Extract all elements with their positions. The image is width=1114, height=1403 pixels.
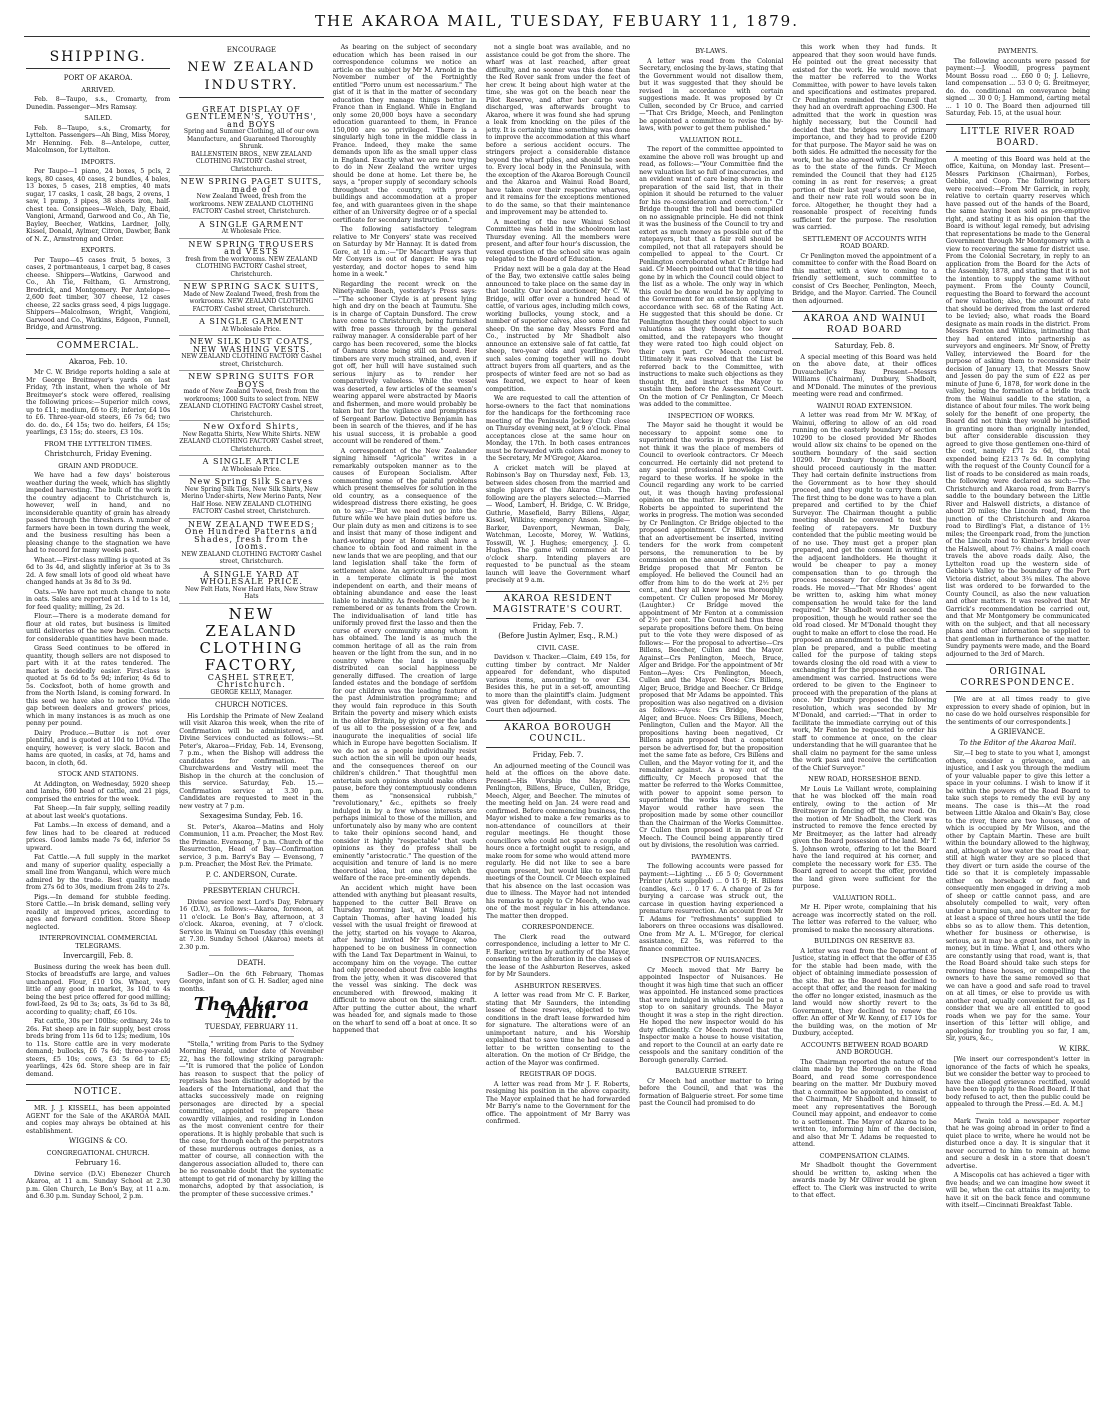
correspondence-text: The Clerk read the outward correspondence, including a letter to Mr C. F. Barker, written by authority of the Mayor, consenting to the alteration in the clauses of the lease of the Ashburton Reserves, asked for by Mr Saunders. — [485, 933, 631, 978]
settlement-text: Cr Penlington moved the appointment of a committee to confer with the Road Board on this matter, with a view to coming to a friendly settlement, such committee to consist of Crs Beecher, Penlington, Meech, Bridge, and the Mayor. Carried. The Council then adjourned. — [792, 252, 937, 305]
clothing-ad — [179, 219, 323, 239]
commercial-text: Mr C. W. Bridge reports holding a sale at Mr George Breitmeyer's yards on last Friday, 7th instant, when the whole of Mr Breitmeyer's stock were offered, realising the following prices:—Superior milch cows, up to £11; medium, £6 to £8; inferior, £4 10s to £6. Three-year-old steers, £6 7s 6d; two do. do. do., £4 15s; two do. heifers, £4 15s; yearlings, £3 15s; do. steers, £3 10s. — [26, 369, 171, 436]
column-7 — [946, 44, 1090, 1394]
lyttelton-times-date: Christchurch, Friday Evening. — [44, 450, 152, 458]
clothing-ad — [179, 569, 323, 604]
church-notices-heading: CHURCH NOTICES. — [214, 701, 288, 709]
telegrams-date: Invercargill, Feb. 8. — [63, 952, 134, 960]
horseshoe-text: Mr Louis Le Vaillant wrote, complaining that he was blocked off the main road entirely, owing to the action of Mr Breitmeyer in fencing off the new road. On the motion of Mr Shadbolt, the Clerk was instructed to remove the fence erected by Mr Breitmeyer, as the latter had already given the Board possession of the land. Mr T. S. Johnson wrote, offering to let the Board have the land required at his corner, and complete the necessary work for £35. The Board agreed to accept the offer, provided the land given were sufficient for the purpose. — [792, 785, 937, 890]
imports-heading: IMPORTS. — [80, 157, 116, 166]
registrar-text: A letter was read from Mr J. F. Roberts, resigning his position in the above capacity. The Mayor explained that he had forwarded Mr Barry's name to the Government for the office. The appointment of Mr Barry was confirmed. — [485, 1080, 631, 1125]
little-river-heading: LITTLE RIVER ROAD BOARD. — [946, 124, 1090, 152]
clothing-ad — [179, 316, 323, 336]
payments-heading: PAYMENTS. — [691, 852, 732, 861]
fat-lambs-text: Fat Lambs.—In excess of demand, and a few lines had to be cleared at reduced prices. Good lambs made 7s 6d, inferior 5s upward. — [26, 822, 171, 852]
settlement-heading: SETTLEMENT OF ACCOUNTS WITH ROAD BOARD. — [802, 234, 927, 250]
nuisances-heading: INSPECTOR OF NUISANCES. — [661, 956, 762, 964]
ad-title: New Oxford Shirts, — [203, 422, 300, 431]
port-heading: PORT OF AKAROA. — [63, 74, 133, 82]
presbyterian-text: Divine service next Lord's Day, February 16 (D.V.), as follows:—Akaroa, forenoon, at 11 o'clock. Le Bon's Bay, afternoon, at 3 o'clock. Akaroa, evening, at 7 o'clock. Service in Wainui on Tuesday (this evening) at 7.30. Sunday School (Akaroa) meets at 2.30 p.m. — [179, 898, 324, 951]
nuisances-text: Cr Meech moved that Mr Barry be appointed Inspector of Nuisances. He thought it was high time that such an officer was appointed. He instanced some practices that were indulged in which should be put a stop to on sanitary grounds. The Mayor thought it was a step in the right direction. He hoped the new inspector would do his duty efficiently. Cr Meech moved that the Inspector make a house to house visitation, and report to the Council at an early date re cesspools and the sanitary condition of the Borough generally. Carried. — [639, 966, 784, 1064]
ashburton-heading: ASHBURTON RESERVES. — [514, 981, 602, 990]
arrived-heading: ARRIVED. — [81, 85, 115, 94]
little-river-text: A meeting of this Board was held at the office, Kaituna, on Monday last. Present—Messrs Parkinson (Chairman), Forbes, Gebbie, and Coop. The following letters were received:—From Mr Garrick, in reply, relative to certain quarry reserves which have passed out of the hands of the Board, the same having been sold as pre-emptive right, and stating it as his opinion that the Board is without legal remedy, but advising that representations be made to the General Government through Mr Montgomery with a view to recovering the same for district use. From the Colonial Secretary, in reply to an application from the Board for the Acts of the Assembly, 1878, and stating that it is not the intention to supply the same without payment. From the County Council, requesting the Board to forward the account of new valuation; also, the amount of rate that should be derived from the last ordered to be levied; also, what roads the Board designate as main roads in the district. From Messrs Fenton and Wilkins, intimating that they had entered into partnership as surveyors and engineers. Mr Snow, of Pretty Valley, interviewed the Board for the purpose of asking them to reconsider their decision of January 13, that Messrs Snow and Jessen do pay the sum of £22 as per minute of June 6, 1878, for work done in the valley, being the formation of a bridle track from the Wainui saddle to the station, a distance of about four miles. The work being solely for the benefit of one property, the Board did not think they would be justified in granting more than originally intended, but after considerable discussion they agreed to give those gentlemen one-third of the cost, namely £71 2s 6d, the total expended being £213 7s 6d. In complying with the request of the County Council for a list of roads to be considered as main roads, the following were declared as such:—The Christchurch and Akaroa road, from Barry's saddle to the boundary between the Little River and Halswell districts, a distance of about 20 miles; the Lincoln road, from the junction of the Christchurch and Akaroa road to Birdling's Flat, a distance of 1½ miles; the Greenpark road, from the junction of the Lincoln road to Kimber's bridge over the Halswell, about 7½ chains. A mail coach travels the above roads daily. Also, the Lyttelton road up the western side of Gebbie's Valley to the boundary of the Port Victoria district, about 3¼ miles. The above list was ordered to be forwarded to the County Council, as also the new valuation and other matters. It was resolved that Mr Garrick's recommendation be carried out, and that Mr Montgomery be communicated with on the subject, and that all necessary plans and other information be supplied to that gentleman in furtherance of the matter. Sundry payments were made, and the Board adjourned to the 3rd of March. — [945, 155, 1090, 658]
payments-text: The following accounts were passed for payment:—Lighting ... £6 5 0; Government Printer (Acts supplied) ... 0 15 0; H. Billens (candles, &c) ... 0 17 6. A charge of 2s for burying a carcase was struck out, the carcase in question having experienced a premature resurrection. An account from Mr T. Adams for "refreshments" supplied to laborers on three occasions was disallowed. One from Mr A. L. M'Gregor, for clerical assistance, £2 5s, was referred to the finance committee. — [639, 863, 784, 953]
civil-case-heading: CIVIL CASE. — [536, 643, 580, 652]
ballenstein-line: BALLENSTEIN BROS., NEW ZEALAND CLOTHING FACTORY Cashel street, Christchurch. — [191, 150, 312, 173]
commercial-date: Akaroa, Feb. 10. — [68, 357, 128, 366]
fat-sheep-text: Fat Sheep.—In fair supply, selling readily at about last week's quotations. — [26, 805, 171, 820]
display-ad-title: GREAT DISPLAY OF GENTLEMEN'S, YOUTHS', and BOYS — [185, 104, 318, 129]
ad-body: NEW ZEALAND CLOTHING FACTORY Cashel street, Christchurch. — [181, 550, 322, 565]
accident-paragraph: An accident which might have been attended with anything but pleasant results, happened to the cutter Bell Brave on Thursday morning last, at Wainui Jetty. Captain Thomas, after having loaded his vessel with the usual freight or firewood at the jetty, started on his voyage to Akaroa, after having invited Mr M'Gregor, who happened to be on business in connection with the Land Tax Department in Wainui, to accompany him on the voyage. The cutter had only proceeded about five cable lengths from the jetty, when it was discovered that the vessel was sinking. The deck was encumbered with firewood, making it difficult to move about on the sinking craft. After putting the cutter about, the wharf was headed for, and signals made to those on the wharf to send off a boat at once. It so happened that — [332, 884, 477, 1034]
ad-title: A SINGLE YARD AT WHOLESALE PRICE. — [199, 569, 303, 586]
imports-text: Per Taupo—1 piano, 24 boxes, 5 pcls, 2 kegs, 80 cases, 40 cases, 2 bundles, 4 bales, 13 boxes, 5 cases, 218 empties, 40 mats sugar, 17 casks, 1 cask, 28 bags, 2 ovens, 1 saw, 1 pump, 3 pipes, 38 sheets iron, half-chest tea. Consignees—Welch, Daly, Ebaid, Vangioni, Armand, Garwood and Co., Ah Tie, Bayley, Beecher, Watkins, Lardner, Jolly, Kissel, Donald, Aylmer, Citron, Dawber, Bank of N. Z., Armstrong and Order. — [26, 168, 171, 243]
compensation-text: Mr Shadbolt thought the Government should be written to, asking when the awards made by Mr Olliver would be given effect to. The Clerk was instructed to write to that effect. — [792, 1162, 937, 1199]
ad-body: At Wholesale Price. — [221, 325, 282, 333]
valuation-roll-text: Mr H. Piper wrote, complaining that his acreage was incorrectly stated on the roll. The letter was referred to the valuer, who promised to make the necessary alterations. — [792, 904, 937, 934]
original-correspondence-heading: ORIGINAL CORRESPONDENCE. — [946, 664, 1090, 692]
industry-heading: NEW ZEALAND INDUSTRY. — [179, 59, 323, 98]
fat-cattle-2-text: Fat cattle, 30s per 100lbs; ordinary, 24s to 26s. Fat sheep are in fair supply, best cross breds bring from 11s 6d to 12s; medium, 10s to 11s. Store cattle are in very moderate demand; bullocks, £6 7s 6d; three-year-old steers, £5 10s; cows, £3 5s 6d to £5; yearlings, 42s 6d. Store sheep are in fair demand. — [26, 1018, 171, 1078]
twain-paragraph: Mark Twain told a newspaper reporter that he was going abroad in order to find a quiet place to write, where he would not be disturbed once a day. It is singular that it never occurred to him to remain at home and secure a desk in a store that doesn't advertise. — [945, 1117, 1090, 1170]
display-ad-body: Spring and Summer Clothing, all of our own Manufacture, and Guaranteed Thoroughly Shrunk. — [183, 128, 319, 150]
commercial-heading: COMMERCIAL. — [26, 338, 170, 355]
divider — [209, 955, 293, 956]
valuation-text: The report of the committee appointed to examine the above roll was brought up and read, as follows:—"Your Committee find the new valuation list so full of inaccuracies, and an evident want of care being shown in the preparation of the said list, that in their opinion it should be returned to the valuer for his re-consideration and correction." Cr Bridge thought the roll had been compiled on no assignable principle. He did not think it was the business of the Council to try and extort as much money as possible out of the ratepayers, but that a fair roll should be compiled, not that all ratepayers should be compelled to appeal to the Court. Cr Penlington corroborated what Cr Bridge had said. Cr Meech pointed out that the time had gone by in which the Council could object to the list as a whole. The only way in which this could be done would be by applying to the Government for an extension of time in accordance with sec. 68 of the Rating Act. He suggested that this should be done. Cr Penlington thought they could object to such valuations as they thought too low or omitted, and the ratepayers who thought they were rated too high could object on their own part. Cr Meech concurred. Ultimately it was resolved that the List be referred back to the Committee, with instructions to make such objections as they thought fit, and instruct the Mayor to sustain them before the Assessment Court. On the motion of Cr Penlington, Cr Meech was added to the committee. — [639, 146, 784, 408]
borough-accounts-heading: ACCOUNTS BETWEEN ROAD BOARD AND BOROUGH. — [801, 1040, 929, 1056]
display-ad — [179, 104, 323, 177]
column-2 — [179, 44, 323, 1394]
divider — [209, 1036, 293, 1037]
column-3 — [333, 44, 477, 1394]
clothing-ad — [179, 371, 323, 421]
grievance-addressee: To the Editor of the Akaroa Mail. — [959, 738, 1077, 747]
editor-note: [We insert our correspondent's letter in ignorance of the facts of which he speaks, but we consider the better way to proceed to have the alleged grievance rectified, would have been to apply to the Road Board. If that body refused to act, then the public could be appealed to through the Press.—Ed. A. M.] — [945, 1056, 1090, 1108]
congregational-text: Divine service (D.V.) Ebenezer Church Akaroa, at 11 a.m. Sunday School at 2.30 p.m. Glen Church, Le Bon's Bay, at 11 a.m. and 6.30 p.m. Sunday School, 2 p.m. — [26, 1170, 171, 1200]
factory-ad — [179, 604, 323, 700]
ad-title: NEW ZEALAND TWEEDS; One Hundred Patterns and Shades, fresh from the looms. — [184, 519, 319, 551]
ad-title: NEW SPRING SACK SUITS, — [183, 282, 320, 291]
column-6 — [792, 44, 936, 1394]
akaroa-mail-logo: The Akaroa Mail. — [193, 994, 310, 1023]
congregational-heading: CONGREGATIONAL CHURCH. — [46, 1148, 150, 1157]
church-notices-text: His Lordship the Primate of New Zealand will visit Akaroa this week, when the rite of Confirmation will be administered, and Divine Services conducted as follows:—St. Peter's, Akaroa—Friday, Feb. 14, Evensong, 7 p.m., when the Bishop will address the candidates for confirmation. The Churchwardens and Vestry will meet the Bishop in the church at the conclusion of this service. Saturday, Feb. 15.—Confirmation service at 3.30 p.m. Candidates are requested to meet in the new vestry at 7 p.m. — [179, 712, 324, 810]
wreck-paragraph: Regarding the recent wreck on the Ninety-mile Beach, yesterday's Press says: —"The schooner Clyde is at present lying high and dry on the beach at Taumutu. She is in charge of Captain Dunsford. The crew have come to Christchurch, being furnished with free passes through by the general railway manager. A considerable part of her cargo has been recovered, some the blocks of Oamaru stone being still on board. Her timbers are very much strained, and, even if got off, her hull will have sustained such serious injury as to render her comparatively valueless. While the vessel was deserted, a few articles of the seamen's wearing apparel were abstracted by Maoris and fishermen, and more would probably be taken but for the vigilance and promptness of Sergeant Barlow. Detective Benjamin has been in search of the thieves, and if he has his usual success, it is probable a good account will be rendered of them." — [332, 280, 477, 445]
ad-title: A SINGLE ARTICLE — [202, 457, 301, 466]
clothing-ad — [179, 176, 323, 219]
clothing-ad — [179, 476, 323, 519]
column-4 — [486, 44, 630, 1394]
grain-heading: GRAIN AND PRODUCE. — [58, 461, 139, 470]
payments-2-heading: PAYMENTS. — [997, 47, 1038, 55]
school-paragraph: A meeting of the new Wainui School Committee was held in the schoolroom last Thursday evening. All the members were present, and after four hour's discussion, the vexed question of the school site was again relegated to the Board of Education. — [485, 218, 631, 263]
wainui-heading: WAINUI ROAD EXTENSION. — [816, 401, 913, 410]
ad-title: A SINGLE GARMENT — [199, 219, 304, 229]
payments-2-text: The following accounts were passed for payment:—J. Woodill, progress payment Mount Bossu road ... £60 0 0; J. Lelievre, land compensation ... 53 0 0; G. Breitmeyer, do. do. conditional on conveyance being signed ... 30 0 0; J. Hammond, carting metal ... 1 10 0. The Board then adjourned till Saturday, Feb. 15, at the usual hour. — [945, 57, 1090, 117]
sexagesima-text: St. Peter's, Akaroa—Matins and Holy Communion, 11 a.m. Preacher, the Most Rev. the Primate. Evensong, 7 p.m. Church of the Resurrection, Head of Bay—Confirmation service, 3 p.m. Barry's Bay — Evensong, 7 p.m. Preacher, the Most Rev. the Primate. — [179, 823, 324, 868]
exports-heading: EXPORTS. — [80, 246, 116, 254]
ad-body: NEW ZEALAND CLOTHING FACTORY Cashel street, Christchurch. — [181, 353, 322, 368]
death-heading: DEATH. — [237, 959, 266, 967]
presbyterian-heading: PRESBYTERIAN CHURCH. — [202, 887, 300, 895]
valuation-heading: VALUATION ROLL. — [679, 135, 743, 144]
telegrams-heading: INTERPROVINCIAL COMMERCIAL TELEGRAMS. — [39, 934, 158, 950]
balguerie-text: Cr Meech had another matter to bring before the Council, and that was the formation of Balguerie street. For some time past the Council had promised to do — [639, 1077, 784, 1107]
ad-title: NEW SPRING SUITS FOR BOYS — [188, 372, 315, 389]
grievance-signature: W. KIRK. — [1058, 1044, 1090, 1053]
clothing-ad — [179, 239, 323, 282]
exports-text: Per Taupo—45 cases fruit, 5 boxes, 3 cases, 2 portmanteaus, 1 carpet bag, 8 cases cheese. Shippers—Watkins, Garwood and Co., Ah Tie, Feltham, G. Armstrong, Brodrick, and Montgomery. Per Antelope—2,600 feet timber, 307 cheese, 12 cases cheese, 22 sacks grass seed, 4 pigs luggage. Shippers—Malcolmson, Wright, Vangioni, Garwood and Co., Watkins, Edgeon, Funnell, Bridge, and Armstrong. — [26, 256, 171, 331]
divider — [209, 883, 293, 884]
inspection-heading: INSPECTION OF WORKS. — [667, 411, 755, 420]
clothing-ad — [179, 281, 323, 316]
grievance-text: Sir,—I beg to state to you what I, amongst others, consider a grievance, and an injustice, and I ask you through the medium of your valuable paper to give this letter a space in your columns. I wish to know if it be within the powers of the Road Board to take such steps to remedy the evil by any means. The case is this—At the road between Little Akaloa and Okain's Bay, close to the river, there are two houses, one of which is occupied by Mr Wilson, and the other by Captain Martin. These are built within the boundary allowed to the highway, and, although at low water the road is clear, still at high water they are so placed that they divert or turn aside the course of the tide so that it is completely impassable either on horseback or foot, and consequently men engaged in driving a mob of sheep or cattle cannot pass, and are absolutely compelled to wait, very often under a burning sun, and no shelter near, for at least a space of three hours until the tide ebbs so as to allow them. This detention, whether for business or otherwise, is serious, as it may be a great loss, not only in money, but in time. What I, and others who are constantly using that road, want is, that the Road Board should take such steps for removing these houses, or compelling the owners to have the same removed so that we can have a good and safe road to travel on at all times, or else to provide us with another road, equally convenient for all, as I consider that we are all entitled to good roads when we pay for the same. Your insertion of this letter will oblige, and apologising for troubling you so far, I am, Sir, yours, &c., — [945, 750, 1090, 1042]
fat-cattle-text: Fat Cattle.—A full supply in the market and many of superior quality, especially a small line from Wanganui, which were much admired by the trade. Best quality made from 27s 6d to 30s, medium from 24s to 27s. — [26, 854, 171, 891]
borough-council-date: Friday, Feb. 7. — [532, 751, 584, 759]
court-heading: AKAROA RESIDENT MAGISTRATE'S COURT. — [486, 591, 630, 619]
notice-text: MR. J. J. KISSELL, has been appointed AGENT for the Sale of the AKAROA MAIL and copies may always be obtained at his establishment. — [26, 1105, 171, 1135]
sailed-text: Feb. 8—Taupo, s.s., Cromarty, for Lyttelton. Passengers—Ah Bing, Miss Morey, Mr Henning. Feb. 8—Antelope, cutter, Malcolmson, for Lyttelton. — [26, 124, 171, 154]
curate-signature: P. C. ANDERSON, Curate. — [205, 870, 298, 879]
factory-manager: GEORGE KELLY, Manager. — [210, 688, 293, 696]
telegrams-text: Business during the week has been dull. Stocks of breadstuffs are large, and values unchanged. Flour, £10 10s. Wheat, very little of any good in market, 3s 10d to 4s being the best price offered for good milling; fowl-feed, 2s 9d to 3s; oats, 3s 6d to 3s 8d, according to quality; chaff, £6 10s. — [26, 963, 171, 1016]
ad-title: A SINGLE GARMENT — [199, 317, 304, 326]
registrar-heading: REGISTRAR OF DOGS. — [519, 1070, 597, 1078]
ad-body: Made of New Zealand Tweed, fresh from the workrooms. NEW ZEALAND CLOTHING FACTORY Cashel street, Christchurch. — [183, 290, 320, 313]
column-5 — [639, 44, 783, 1394]
miscopolis-paragraph: A Miscopolis cat has achieved a tiger with five heads; and we can imagine how sweet it will be, when the cat attains its majority, to have it sit on the back fence and commune with itself.—Cincinnati Breakfast Table. — [945, 1172, 1090, 1209]
ad-title: New Spring Silk Scarves — [189, 477, 314, 486]
ad-body: made of New Zealand Tweed, fresh from the workrooms; 1000 Suits to select from. NEW ZEALAND CLOTHING FACTORY Cashel street, Christchurch. — [179, 388, 324, 418]
bylaws-text: A letter was read from the Colonial Secretary, enclosing the by-laws, stating that the Government would not disallow them, but it was suggested that they should be revised in accordance with certain suggestions made. It was proposed by Cr Cullen, seconded by Cr Bruce, and carried—"That Crs Bridge, Meech, and Penlington be appointed a committee to revise the by-laws, with power to get them published." — [639, 57, 784, 132]
inspection-text: The Mayor said he thought it would be necessary to appoint some one to superintend the works in progress. He did not think it was the place of members of Council to overlook contractors. Cr Meech concurred. He certainly did not pretend to any special professional knowledge with regard to these works. If he spoke in the Council regarding any work to be carried out, it was though having professional opinion on the matter. He moved that Mr Roberts be appointed to superintend the works in progress. The motion was seconded by Cr Penlington. Cr Bridge objected to the proposed appointment. Cr Billens moved that an advertisement be inserted, inviting tenders for the work from competent persons, the remuneration to be by commission on the amount of contracts. Cr Bridge proposed that Mr Fenton be employed. He believed the Council had an offer from him to do the work at 2½ per cent., and they all knew he was thoroughly competent. Cr Cullen proposed Mr Morey. (Laughter.) Cr Bridge moved the appointment of Mr Fenton at a commission of 2½ per cent. The Council had thus three separate propositions before them. On being put to the vote they were disposed of as follows:— For the proposal to advertise—Crs Billens, Beecher, Cullen and the Mayor. Against—Crs Penlington, Meech, Bruce, Alger and Bridge. For the appointment of Mr Fenton—Ayes: Crs Penlington, Meech, Cullen and the Mayor. Noes: Crs Billens, Alger, Bruce, Bridge and Beecher. Cr Bridge proposed that Mr Adams be appointed. This proposition was also negatived on a division as follows:—Ayes: Crs Bridge, Beecher, Alger, and Bruce. Noes: Crs Billens, Meech, Penlington, Cullen and the Mayor. All the propositions having been negatived, Cr Billens again proposed that a competent person be advertised for, but the proposition met the same fate as before, Crs Billens and Cullen, and the Mayor voting for it, and the remainder against. As a way out of the difficulty, Cr Meech proposed that the matter be referred to the Works Committee, with power to appoint some person to superintend the works in progress. The Mayor would rather have seen the proposition made by some other councillor than the Chairman of the Works Committee. Cr Cullen then proposed it in place of Cr Meech. The Council being apparently tired out by divisions, the resolution was carried. — [639, 422, 784, 849]
road-board-heading: AKAROA AND WAINUI ROAD BOARD — [792, 311, 936, 339]
wharf-paragraph: not a single boat was available, and no assistance could be got from the shore. The wharf was at last reached, after great difficulty, and no sooner was this done than the Red Rover sank from under the feet of her crew. It being about high water at the time, she was got on the beach near the Pilot Reserve, and after her cargo was discharged, was afterwards brought to Akaroa, where it was found she had sprung a leak from knocking on the piles of the jetty. It is certainly time something was done to improve the accommodation at this wharf before a serious accident occurs. The stringers project a considerable distance beyond the wharf piles, and should be seen to. Every local body in the Peninsula, with the exception of the Akaroa Borough Council and the Akaroa and Wainui Road Board, have taken over their respective wharves, and it remains for the exceptions mentioned to do the same, so that their maintenance and improvement may be attended to. — [485, 44, 631, 216]
horseshoe-heading: NEW ROAD, HORSESHOE BEND. — [808, 775, 921, 783]
sailed-heading: SAILED. — [84, 114, 113, 122]
ad-body: fresh from the workrooms. NEW ZEALAND CLOTHING FACTORY Cashel street, Christchurch. — [185, 255, 318, 278]
stella-paragraph: "Stella," writing from Paris to the Sydney Morning Herald, under date of November 22, has the following striking paragraph:—"It is rumored that the police of London has reason to suspect that the policy of reprisals has been distinctly adopted by the leaders of the International, and that the attacks successively made on reigning personages are directed by a special committee, appointed to prepare these cowardly villainies, and residing in London as the most convenient centre for their operations. It is highly probable that such is the case, for though each of the perpetrators of these murderous outrages denies, as a matter of course, all connection with the dangerous association alluded to, there can be no reasonable doubt that the systematic attempt to get rid of monarchy by killing the monarchs, adopted by that association, is the prompter of these successive crimes." — [179, 1040, 324, 1198]
court-magistrate: (Before Justin Aylmer, Esq., R.M.) — [498, 632, 618, 640]
clothing-ad — [179, 519, 323, 569]
grievance-heading: A GRIEVANCE. — [990, 728, 1046, 736]
notice-signature: WIGGINS & CO. — [68, 1137, 128, 1145]
road-board-date: Saturday, Feb. 8. — [834, 342, 895, 350]
divider — [976, 1113, 1060, 1114]
sexagesima-heading: Sexagesima Sunday, Feb. 16. — [199, 812, 303, 820]
wheat-text: Wheat.—First-class milling is quoted at 3s 6d to 3s 4d, and slightly inferior at 3s to 3s 2d. A few small lots of good old wheat have changed hands at 3s 8d to 3s 9d. — [26, 556, 171, 586]
balguerie-continued: this work when they had funds. It appeared that they soon would have funds. He pointed out the great necessity that existed for the work. He would move that the matter be referred to the Works Committee, with power to have levels taken and specifications and estimates prepared. Cr Penlington reminded the Council that they had an overdraft approaching £300. He admitted that the work in question was highly necessary, but the Council had decided that the bridges were of primary importance, and they had to provide £200 for that purpose. The Mayor said he was on both sides. He admitted the necessity for the work, but he also agreed with Cr Penlington as to the state of the funds. Cr Meech reminded the Council that they had £125 coming in as rent for reserves; a great portion of their last year's rates were due, and their new rate roll would soon be in force. Altogether, he thought they had a reasonable prospect of receiving funds sufficient for the purpose. The resolution was carried. — [792, 44, 937, 231]
buildings-text: A letter was read from the Department of Justice, stating in effect that the offer of £35 for the stable had been made, with the object of obtaining immediate possession of the site. But as the Board had declined to accept that offer, and the reason for making the offer no longer existed, inasmuch as the land would now shortly revert to the Government, they declined to renew the offer. An offer of Mr W. Kenny, of £17 10s for the building was, on the motion of Mr Duxbury, accepted. — [792, 947, 937, 1037]
cricket-paragraph: A cricket match will be played at Robinson's Bay on Thursday next, Feb. 13, between sides chosen from the married and single players of the Akaroa Club. The following are the players selected:—Married — Wood, Lambert, H. Bridge, C. W. Bridge, Guthrie, Masefield, Barry Billens, Algar, Kissel, Wilkins; emergency Anson. Single—Barker, Davenport, Newman, Daly, Watchman, Lecoste, Morey, W. Watkins, Tosswill, W. J. Hughes; emergency, J. G. Hughes. The game will commence at 10 o'clock sharp. Intending players are requested to be punctual as the steam launch will leave the Government wharf precisely at 9 a.m. — [485, 464, 631, 584]
stock-text: At Addington, on Wednesday, 5920 sheep and lambs, 690 head of cattle, and 21 pigs, comprised the entries for the week. — [26, 780, 171, 803]
buildings-heading: BUILDINGS ON RESERVE 83. — [814, 937, 915, 945]
factory-name: NEW ZEALAND CLOTHING FACTORY, — [199, 604, 304, 674]
clothing-ad — [179, 421, 323, 456]
oats-text: Oats.—We have not much change to note in oats. Sales are reported at 1s 1d to 1s 1d, for feed quality; milling, 2s 2d. — [26, 588, 171, 611]
race-paragraph: We are requested to call the attention of horse-owners to the fact that nominations for the handicaps for the forthcoming race meeting of the Peninsula Jockey Club close on Thursday evening next, at 9 o'clock. Final acceptances close at the same hour on Monday, the 17th. In both cases entrances must be forwarded with colors and money to the Secretary, Mr M'Gregor, Akaroa. — [485, 395, 631, 462]
factory-address: CASHEL STREET, Christchurch. — [207, 672, 296, 689]
ashburton-text: A letter was read from Mr C. F. Barker, stating that Mr Saunders, the intending lessee of these reserves, objected to two conditions in the draft lease forwarded him for signature. The alterations were of an unimportant nature, and his Worship explained that to save time he had caused a letter to be written consenting to the alteration. On the motion of Cr Bridge, the action of the Mayor was confirmed. — [485, 992, 631, 1067]
ad-body: New Zealand Tweed, fresh from the workrooms. NEW ZEALAND CLOTHING FACTORY Cashel street, Christchurch. — [189, 193, 314, 215]
court-date: Friday, Feb. 7. — [532, 621, 584, 630]
death-text: Sadler—On the 6th February, Thomas George, infant son of G. H. Sadler, aged nine months. — [179, 970, 324, 993]
cattle-sale-paragraph: Friday next will be a gala day at the Head of the Bay, two extensive cattle sales being announced to take place on the same day in that locality. Our local auctioneer, Mr C. W. Bridge, will offer over a hundred head of cattle, of various ages, including milch cows, working bullocks, young stock, and a number of superior calves, also some fine fat sheep. On the same day Messrs Ford and Co., instructed by Mr Shadbolt also announce an extensive sale of fat cattle, fat sheep, two-year olds and yearlings. Two such sales coming together will no doubt attract buyers from all quarters, and as the prospects of winter feed are not so bad as was feared, we expect to hear of keen competition. — [485, 265, 631, 393]
ad-title: NEW SPRING PAGET SUITS, made of — [180, 177, 323, 194]
ad-body: New Spring Silk Ties, New Silk Shirts, New Merino Under-shirts, New Merino Pants, New Half Hose. NEW ZEALAND CLOTHING FACTORY Cashel street, Christchurch. — [181, 485, 322, 515]
compensation-heading: COMPENSATION CLAIMS. — [819, 1151, 910, 1160]
pigs-text: Pigs.—In demand for stubble feeding. Store Cattle.—In brisk demand, selling very readily at improved prices, according to ages and forward condition. Store Sheep neglected. — [26, 893, 171, 931]
road-board-text: A special meeting of this Board was held on the above date, at their offices Duvauchelle's Bay. Present—Messrs Williams (Chairman), Duxbury, Shadbolt, and M'Donald. The minutes of the previous meeting were read and confirmed. — [792, 353, 937, 398]
ad-body: At Wholesale Price. — [221, 228, 282, 235]
shipping-heading: SHIPPING. — [26, 48, 170, 69]
flour-text: Flour.—There is a moderate demand for flour at old rates, but business is limited until deliveries of the new begin. Contracts for considerable quantities have been made. — [26, 613, 171, 643]
lyttelton-times-heading: FROM THE LYTTELTON TIMES. — [44, 439, 153, 448]
stock-heading: STOCK AND STATIONS. — [57, 770, 139, 778]
correspondence-heading: CORRESPONDENCE. — [521, 923, 595, 931]
congregational-date: February 16. — [75, 1159, 122, 1167]
clothing-ad — [179, 456, 323, 476]
grain-text: We have had a few days' boisterous weather during the week, which has slightly impeded harvesting. The bulk of the work in the country adjacent to Christchurch is, however, well in hand, and no inconsiderable quantity of grain has already passed through the threshers. A number of farmers have been in town during the week, and the business resulting has been a pleasing change to the stagnation we have had to record for many weeks past. — [26, 472, 171, 554]
column-1 — [26, 44, 170, 1394]
original-correspondence-note: [We are at all times ready to give expression to every shade of opinion, but in no case do we hold ourselves responsible for the sentiments of our correspondents.] — [945, 696, 1090, 726]
masthead: THE AKAROA MAIL, TUESDAY, FEBUARY 11, 1879. — [315, 12, 799, 30]
page-columns — [26, 44, 1090, 1394]
editorial-date: TUESDAY, FEBRUARY 11. — [204, 1023, 299, 1031]
ad-body: New Regatta Shirts, New White Shirts. NEW ZEALAND CLOTHING FACTORY Cashel street, Christchurch. — [179, 430, 324, 453]
bylaws-heading: BY-LAWS. — [695, 47, 728, 55]
wainui-text: A letter was read from Mr W. M'Kay, of Wainui, offering to allow of an old road running on the easterly boundary of section 10290 to be closed provided Mr Rhodes would allow six chains to be opened on the southern boundary of the said section 10290. Mr Duxbury thought the Board should proceed cautiously in the matter. They had certain definite instructions from the Government as to how they should proceed, and they ought to carry them out. The first thing to be done was to have a plan prepared and certified to by the Chief Surveyor. The Chairman thought a public meeting should be convened to test the feeling of ratepayers. Mr Duxbury contended that the public meeting would be of no use. They must get a proper plan prepared, and get the consent in writing of the adjacent landholders. He thought it would be cheaper to pay a money compensation than to go through the process necessary for closing these old roads. He moved—"That Mr Rhodes' agent be written to, asking him what money compensation he would take for the land required." Mr Shadbolt would second the proposition, though he would rather see the old road closed. Mr M'Donald thought they ought to make an effort to close the road. He proposed an amendment to the effect that a plan be prepared, and a public meeting called for the purpose of taking steps towards closing the old road with a view to exchanging it for the proposed new one. The amendment was carried. Instructions were ordered to be given to the Engineer to proceed with the preparation of the plans at once. Mr Duxbury proposed the following resolution, which was seconded by Mr M'Donald, and carried:—"That in order to facilitate the immediate carrying out of this work, Mr Fenton be requested to order his staff to commence at once, on the clear understanding that he will guarantee that he shall claim no payment for the same unless the work pass and receive the certification of the Chief Surveyor." — [792, 412, 937, 772]
ad-body: At Wholesale Price. — [221, 465, 282, 473]
borough-council-heading: AKAROA BOROUGH COUNCIL. — [486, 720, 630, 748]
agricola-paragraph: A correspondent of the New Zealander signing himself "Agricola" writes in a remarkably outspoken manner as to the causes of European Socialism. After commenting some of the painful problems which present themselves for solution in the old country, as a consequence of the widespread distress there existing, he goes on to say:—"But we need not go into the future while we have plain duties before us. Our plain duty as men and citizens is to see and insist that many of those indigent and hard-working poor at Home shall have a chance to obtain food and raiment in the new lands that we are peopling, and that our land legislation shall take the form of settlement alone. An agricultural population in a temperate climate is the most independent on earth, and their means of obtaining abundance and ease the least liable to instability. As freeholders only be it remembered or as tenants from the Crown. The individualisation of land title has uniformly proved first the lasso and then the curse of every community among whom it has obtained. The land is as much the common heritage of all as the rain from heaven or the light from the sun, and in no country where the land is unequally distributed can social happiness be generally diffused. The creation of large landed estates and the bondage of serfdom for our children was the leading feature of the past Administration programme; and they would fain reproduce in this South Britain the poverty and misery which exists in the older Britain, by giving over the lands of us all to the possession of a few, and inaugurate the inequalities of social life which in Europe have begotten Socialism. If we do not as a people individually resist such action the sin will be upon our heads, and the consequences thereof on our children's children." That thoughtful men entertain such opinions should make others pause, before they contemptuously condemn them as "nonsensical rubbish," "revolutionary," &c., epithets so freely indulged in by a few whose interests are perhaps inimical to those of the million, and unfortunately also by many who are content to take their opinions second hand, and consider it highly "respectable" that such opinions as they do profess shall be eminently "aristocratic." The question of the acquisition and tenure of land is no mere theoretical idea, but one on which the welfare of the race pre-eminently depends. — [332, 447, 477, 882]
arrived-text: Feb. 8—Taupo, s.s., Cromarty, from Dunedin. Passenger—Mrs Ramsay. — [26, 96, 171, 111]
borough-accounts-text: The Chairman reported the nature of the claim made by the Borough on the Road Board, and read some correspondence bearing on the matter. Mr Duxbury moved that a committee be appointed, to consist of the Chairman, Mr Shadbolt and himself, to meet any representatives the Borough Council may appoint, and endeavor to come to a settlement. The Mayor of Akaroa to be written to, informing him of the decision, and also that Mr T. Adams be requested to attend. — [792, 1058, 937, 1148]
notice-heading: NOTICE. — [26, 1084, 170, 1101]
education-paragraph: As bearing on the subject of secondary education which has been raised in our correspondence columns we notice an article on the subject by Mr M. Arnold in the November number of the Fortnightly entitled "Porro unum est necessarium." The gist of it is that in the matter of secondary education they manage things better in France than in England. While in England only some 20,000 boys have a secondary education guaranteed to them, in France 150,000 are so privileged. There is a singularly high tone in the middle class in France. Indeed, they make the same demands upon life as the small upper class in England. Exactly what we are now trying to do in New Zealand the writer urges should be done at home. Let there be, he says, a "proper supply of secondary schools throughout the country, with proper buildings and accommodation at a proper fee, and with guarantees given in the shape either of an University degree or of a special certificate for secondary instruction." — [332, 44, 477, 224]
ad-body: New Felt Hats, New Hard Hats, New Straw Hats — [184, 585, 318, 600]
civil-case-text: Davidson v. Thacker.—Claim, £49 15s, for cutting timber by contract. Mr Nalder appeared for defendant, who disputed various items, amounting to over £34. Besides this, he put in a set-off, amounting to more than the plaintiff's claim. Judgment was given for defendant, with costs. The Court then adjourned. — [485, 654, 631, 714]
conyers-paragraph: The following satisfactory telegram relative to Mr Conyers' state was received on Saturday by Mr Hannay. It is dated from Gore, at 10 a.m.:—"Dr Macarthur says that Mr Conyers is out of danger. He was up yesterday, and doctor hopes to send him home in a week." — [332, 226, 477, 278]
clothing-ad — [179, 336, 323, 371]
dairy-text: Dairy Produce.—Butter is not over plentiful, and is quoted at 10d to 10½d. The enquiry, however, is very slack. Bacon and hams are quoted, in casks, at 7d, hams and bacon, in cloth, 6d. — [26, 729, 171, 767]
balguerie-heading: BALGUERIE STREET. — [675, 1067, 748, 1075]
grass-seed-text: Grass Seed continues to be offered in quantity, though sellers are not disposed to part with it at the rates tendered. The market is decidedly easier. First-class is quoted at 5s 6d to 5s 9d; inferior, 4s 6d to 5s. Cocksfoot, both of home growth and from the North Island, is coming forward. In this seed we have also to notice the wide gap between dealers and growers' prices, which in many instances is as much as one penny per pound. — [26, 645, 171, 727]
ad-title: NEW SILK DUST COATS, NEW WASHING VESTS. — [189, 337, 314, 354]
masthead-rule — [24, 36, 1090, 37]
encourage-heading: ENCOURAGE — [226, 46, 277, 54]
valuation-roll-heading: VALUATION ROLL. — [832, 893, 897, 902]
ad-title: NEW SPRING TROUSERS and VESTS — [188, 239, 315, 256]
borough-council-text: An adjourned meeting of the Council was held at the offices on the above date. Present—His Worship the Mayor, Crs Penlington, Billens, Bruce, Cullen, Bridge, Meech, Alger, and Beecher. The minutes of the meeting held on Jan. 24 were read and confirmed. Before commencing business, the Mayor wished to make a few remarks as to non-attendance of councillors at their regular meetings. He thought those councillors who could not spare a couple of hours once a fortnight ought to resign, and make room for some who would attend more regularly. He did not like to see a bare quorum present, but would like to see full meetings of the Council. Cr Meech explained that his absence on the last occasion was due to illness. The Mayor had not intended his remarks to apply to Cr Meech, who was one of the most regular in his attendance. The matter then dropped. — [485, 762, 631, 920]
